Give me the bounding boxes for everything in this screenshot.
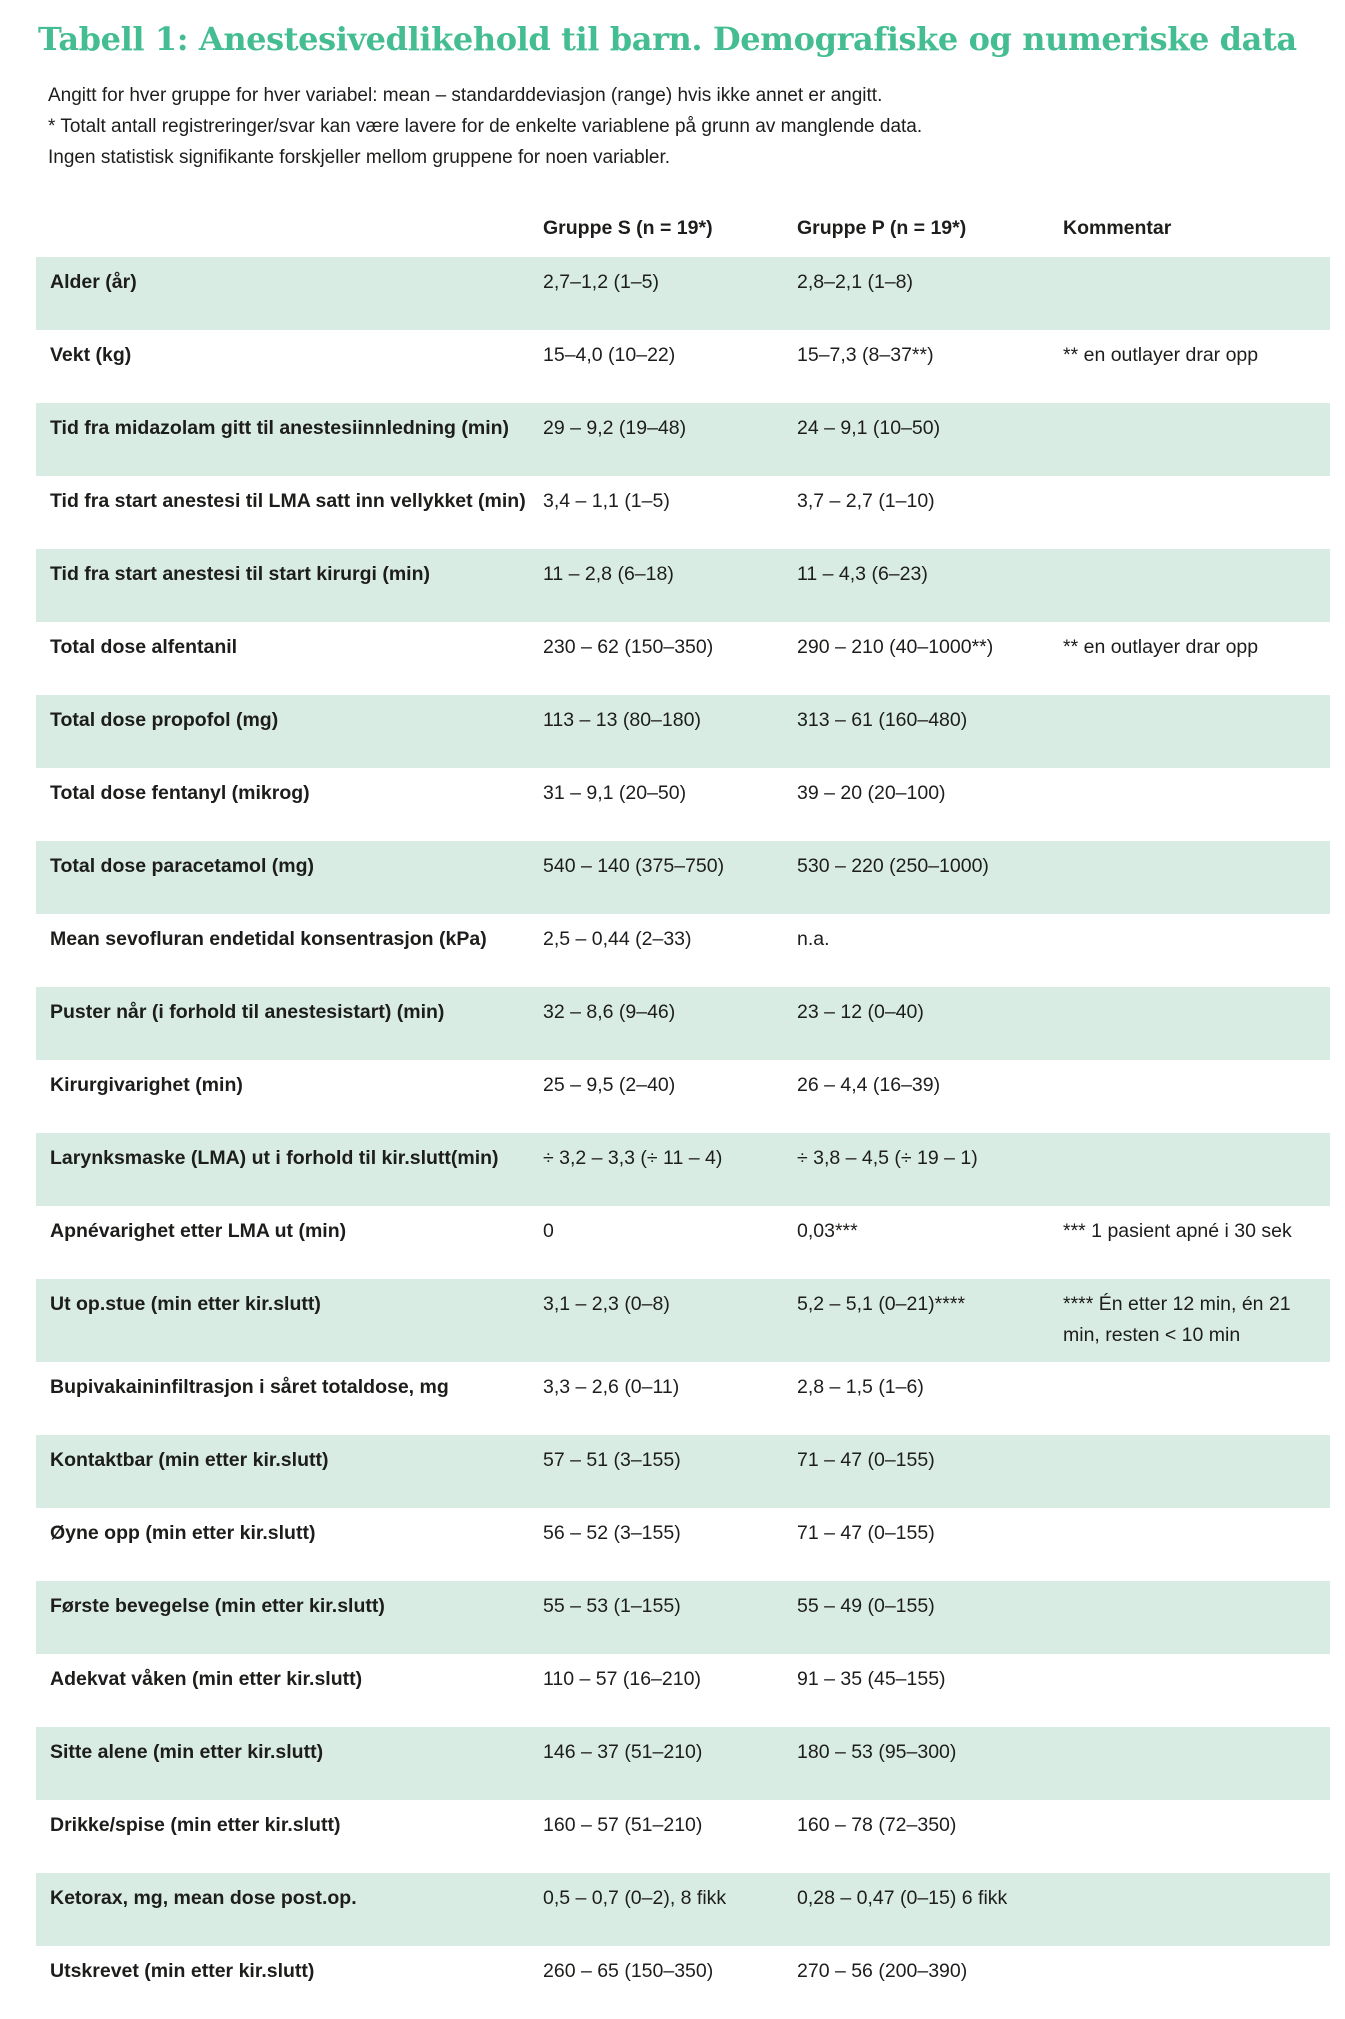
intro-line-footnote-asterisk: * Totalt antall registreringer/svar kan være lavere for de enkelte variablene på grunn av manglende data. (48, 116, 923, 137)
row-label: Total dose propofol (mg) (50, 709, 279, 731)
table-title: Tabell 1: Anestesivedlikehold til barn. Demografiske og numeriske data (38, 20, 1297, 58)
cell-gruppe-p: n.a. (797, 928, 830, 950)
cell-gruppe-p: 5,2 – 5,1 (0–21)**** (797, 1293, 966, 1315)
row-label: Ut op.stue (min etter kir.slutt) (50, 1293, 321, 1315)
row-label: Mean sevofluran endetidal konsentrasjon (kPa) (50, 928, 487, 950)
cell-gruppe-p: 71 – 47 (0–155) (797, 1449, 935, 1471)
table-row (36, 914, 1330, 987)
cell-kommentar: ** en outlayer drar opp (1063, 636, 1259, 658)
cell-gruppe-p: 0,28 – 0,47 (0–15) 6 fikk (797, 1887, 1008, 1909)
cell-gruppe-s: 3,1 – 2,3 (0–8) (543, 1293, 670, 1315)
table-row (36, 257, 1330, 330)
table-row (36, 1800, 1330, 1873)
cell-gruppe-s: 31 – 9,1 (20–50) (543, 782, 687, 804)
cell-gruppe-p: 180 – 53 (95–300) (797, 1741, 957, 1763)
row-label: Adekvat våken (min etter kir.slutt) (50, 1668, 363, 1690)
table-body (36, 257, 1330, 2019)
row-label: Total dose paracetamol (mg) (50, 855, 315, 877)
cell-kommentar: *** 1 pasient apné i 30 sek (1063, 1220, 1292, 1242)
cell-gruppe-s: 3,4 – 1,1 (1–5) (543, 490, 670, 512)
cell-gruppe-p: 39 – 20 (20–100) (797, 782, 946, 804)
table-intro (48, 80, 1330, 173)
cell-gruppe-s: 56 – 52 (3–155) (543, 1522, 681, 1544)
cell-kommentar (1063, 1060, 1330, 1070)
cell-gruppe-p: 15–7,3 (8–37**) (797, 344, 934, 366)
table-row (36, 476, 1330, 549)
cell-gruppe-p: 11 – 4,3 (6–23) (797, 563, 928, 585)
cell-kommentar (1063, 1873, 1330, 1883)
row-label: Drikke/spise (min etter kir.slutt) (50, 1814, 341, 1836)
cell-gruppe-s: 0 (543, 1220, 554, 1242)
cell-kommentar (1063, 1654, 1330, 1664)
intro-line-definition: Angitt for hver gruppe for hver variabel: mean – standarddeviasjon (range) hvis ikke annet er angitt. (48, 85, 883, 106)
cell-gruppe-p: 2,8 – 1,5 (1–6) (797, 1376, 924, 1398)
cell-kommentar: **** Én etter 12 min, én 21 min, resten < 10 min (1063, 1293, 1291, 1346)
row-label: Kirurgivarighet (min) (50, 1074, 243, 1096)
table-row (36, 987, 1330, 1060)
row-label: Puster når (i forhold til anestesistart) (min) (50, 1001, 445, 1023)
cell-gruppe-s: 110 – 57 (16–210) (543, 1668, 701, 1690)
table-row (36, 1133, 1330, 1206)
cell-gruppe-s: 2,5 – 0,44 (2–33) (543, 928, 692, 950)
table-row (36, 1435, 1330, 1508)
table-row (36, 403, 1330, 476)
table-row (36, 1362, 1330, 1435)
row-label: Kontaktbar (min etter kir.slutt) (50, 1449, 329, 1471)
cell-gruppe-s: 2,7–1,2 (1–5) (543, 271, 660, 293)
cell-gruppe-s: 230 – 62 (150–350) (543, 636, 714, 658)
cell-gruppe-p: 23 – 12 (0–40) (797, 1001, 924, 1023)
cell-kommentar (1063, 914, 1330, 924)
row-label: Ketorax, mg, mean dose post.op. (50, 1887, 357, 1909)
table-row (36, 1060, 1330, 1133)
cell-gruppe-s: 25 – 9,5 (2–40) (543, 1074, 676, 1096)
cell-gruppe-s: 160 – 57 (51–210) (543, 1814, 703, 1836)
row-label: Utskrevet (min etter kir.slutt) (50, 1960, 315, 1982)
cell-gruppe-p: 3,7 – 2,7 (1–10) (797, 490, 935, 512)
column-header-variable (36, 234, 543, 244)
cell-gruppe-s: 32 – 8,6 (9–46) (543, 1001, 676, 1023)
cell-gruppe-p: 55 – 49 (0–155) (797, 1595, 935, 1617)
row-label: Tid fra midazolam gitt til anestesiinnledning (min) (50, 417, 510, 439)
cell-kommentar (1063, 841, 1330, 851)
table-row (36, 1946, 1330, 2019)
cell-kommentar (1063, 987, 1330, 997)
row-label: Vekt (kg) (50, 344, 132, 366)
table-row (36, 1581, 1330, 1654)
cell-gruppe-p: 2,8–2,1 (1–8) (797, 271, 914, 293)
cell-kommentar (1063, 1362, 1330, 1372)
cell-kommentar (1063, 1133, 1330, 1143)
cell-gruppe-p: 71 – 47 (0–155) (797, 1522, 935, 1544)
cell-gruppe-s: 113 – 13 (80–180) (543, 709, 701, 731)
table-row (36, 1727, 1330, 1800)
cell-kommentar (1063, 768, 1330, 778)
cell-kommentar (1063, 476, 1330, 486)
cell-gruppe-s: 55 – 53 (1–155) (543, 1595, 681, 1617)
cell-gruppe-p: 0,03*** (797, 1220, 858, 1242)
row-label: Apnévarighet etter LMA ut (min) (50, 1220, 347, 1242)
table-row (36, 330, 1330, 403)
row-label: Øyne opp (min etter kir.slutt) (50, 1522, 316, 1544)
cell-gruppe-s: 57 – 51 (3–155) (543, 1449, 681, 1471)
cell-kommentar (1063, 549, 1330, 559)
data-table (36, 191, 1330, 2019)
row-label: Sitte alene (min etter kir.slutt) (50, 1741, 324, 1763)
table-row (36, 1654, 1330, 1727)
cell-gruppe-s: 11 – 2,8 (6–18) (543, 563, 674, 585)
table-row (36, 549, 1330, 622)
cell-gruppe-p: 270 – 56 (200–390) (797, 1960, 968, 1982)
cell-kommentar: ** en outlayer drar opp (1063, 344, 1259, 366)
cell-gruppe-s: 146 – 37 (51–210) (543, 1741, 703, 1763)
cell-gruppe-s: 3,3 – 2,6 (0–11) (543, 1376, 680, 1398)
row-label: Total dose alfentanil (50, 636, 238, 658)
cell-kommentar (1063, 1800, 1330, 1810)
cell-kommentar (1063, 1581, 1330, 1591)
cell-kommentar (1063, 1946, 1330, 1956)
cell-kommentar (1063, 403, 1330, 413)
cell-gruppe-p: 530 – 220 (250–1000) (797, 855, 989, 877)
cell-kommentar (1063, 1508, 1330, 1518)
cell-gruppe-p: 160 – 78 (72–350) (797, 1814, 957, 1836)
column-header-gruppe-s: Gruppe S (n = 19*) (543, 217, 713, 239)
row-label: Larynksmaske (LMA) ut i forhold til kir.slutt(min) (50, 1147, 499, 1169)
column-header-kommentar: Kommentar (1063, 217, 1172, 239)
row-label: Bupivakaininfiltrasjon i såret totaldose, mg (50, 1376, 449, 1398)
cell-gruppe-s: 0,5 – 0,7 (0–2), 8 fikk (543, 1887, 727, 1909)
cell-gruppe-s: 29 – 9,2 (19–48) (543, 417, 687, 439)
cell-gruppe-p: ÷ 3,8 – 4,5 (÷ 19 – 1) (797, 1147, 978, 1169)
row-label: Alder (år) (50, 271, 137, 293)
cell-kommentar (1063, 1727, 1330, 1737)
table-row (36, 1279, 1330, 1362)
row-label: Første bevegelse (min etter kir.slutt) (50, 1595, 385, 1617)
cell-kommentar (1063, 1435, 1330, 1445)
table-row (36, 1508, 1330, 1581)
cell-gruppe-p: 290 – 210 (40–1000**) (797, 636, 994, 658)
table-row (36, 622, 1330, 695)
cell-gruppe-s: 15–4,0 (10–22) (543, 344, 676, 366)
table-row (36, 1873, 1330, 1946)
cell-gruppe-s: ÷ 3,2 – 3,3 (÷ 11 – 4) (543, 1147, 723, 1169)
cell-kommentar (1063, 257, 1330, 267)
cell-gruppe-p: 91 – 35 (45–155) (797, 1668, 946, 1690)
cell-kommentar (1063, 695, 1330, 705)
row-label: Tid fra start anestesi til LMA satt inn vellykket (min) (50, 490, 526, 512)
cell-gruppe-s: 540 – 140 (375–750) (543, 855, 725, 877)
row-label: Tid fra start anestesi til start kirurgi (min) (50, 563, 430, 585)
table-row (36, 1206, 1330, 1279)
column-header-gruppe-p: Gruppe P (n = 19*) (797, 217, 967, 239)
table-header-row (36, 191, 1330, 257)
cell-gruppe-s: 260 – 65 (150–350) (543, 1960, 714, 1982)
row-label: Total dose fentanyl (mikrog) (50, 782, 310, 804)
cell-gruppe-p: 26 – 4,4 (16–39) (797, 1074, 941, 1096)
cell-gruppe-p: 24 – 9,1 (10–50) (797, 417, 941, 439)
cell-gruppe-p: 313 – 61 (160–480) (797, 709, 968, 731)
table-row (36, 768, 1330, 841)
table-row (36, 841, 1330, 914)
intro-line-significance: Ingen statistisk signifikante forskjeller mellom gruppene for noen variabler. (48, 147, 671, 168)
table-row (36, 695, 1330, 768)
